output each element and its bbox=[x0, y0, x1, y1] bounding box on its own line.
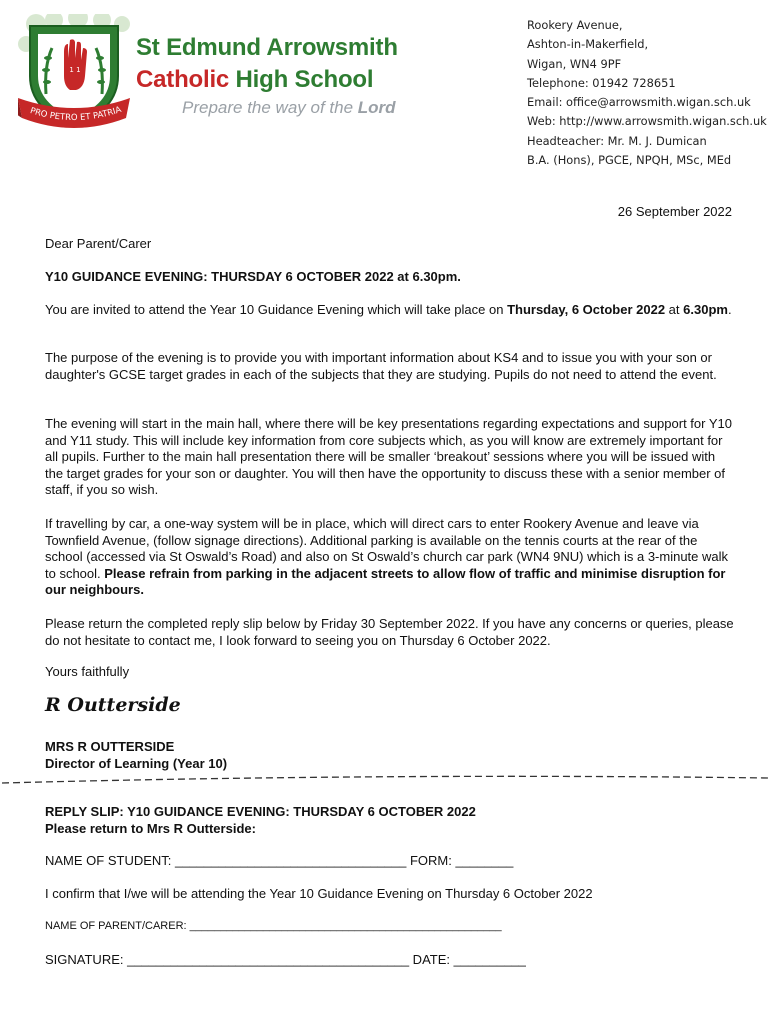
signer-title: Director of Learning (Year 10) bbox=[45, 756, 228, 771]
email-line: Email: office@arrowsmith.wigan.sch.uk bbox=[527, 95, 751, 110]
qualifications-line: B.A. (Hons), PGCE, NPQH, MSc, MEd bbox=[527, 153, 732, 168]
school-name-line2 bbox=[136, 66, 373, 94]
signature-date-field[interactable]: SIGNATURE: _______________________________________ DATE: __________ bbox=[45, 952, 526, 967]
para1-date: Thursday, 6 October 2022 bbox=[507, 302, 666, 317]
para1-end: . bbox=[727, 302, 732, 317]
parking-text: If travelling by car, a one-way system will be in place, which will direct cars to enter Rookery Avenue and leave via Townfield Avenue, (follow signage directions). Additional parking is available on the tennis courts at the rear of the school (accessed via St Oswald’s Road) and also on St Oswald’s church car park (WN4 9NU) which is a 3-minute walk to school. bbox=[45, 516, 729, 581]
letter-date: 26 September 2022 bbox=[617, 204, 732, 219]
reply-slip-title: REPLY SLIP: Y10 GUIDANCE EVENING: THURSDAY 6 OCTOBER 2022 bbox=[45, 804, 476, 819]
letter-heading: Y10 GUIDANCE EVENING: THURSDAY 6 OCTOBER 2022 at 6.30pm. bbox=[45, 269, 461, 284]
paragraph-parking bbox=[45, 516, 735, 599]
para1-time: 6.30pm bbox=[683, 302, 728, 317]
paragraph-purpose: The purpose of the evening is to provide you with important information about KS4 and to issue you with your son or daughter's GCSE target grades in each of the subjects that they are studying. Pupils do not need to attend the event. bbox=[45, 350, 717, 382]
svg-text:1 1: 1 1 bbox=[69, 66, 81, 74]
paragraph-invitation bbox=[45, 302, 735, 319]
paragraph-return: Please return the completed reply slip below by Friday 30 September 2022. If you have any concerns or queries, please do not hesitate to contact me, I look forward to seeing you on Thursday 6 October 2022. bbox=[45, 616, 734, 648]
parking-warning: Please refrain from parking in the adjacent streets to allow flow of traffic and minimise disruption for our neighbours. bbox=[45, 565, 726, 597]
school-name-line1: St Edmund Arrowsmith bbox=[136, 34, 398, 61]
parent-name-field[interactable]: NAME OF PARENT/CARER: ___________________________________________________ bbox=[45, 920, 502, 932]
school-name-catholic: Catholic bbox=[136, 66, 230, 93]
address-line: Ashton-in-Makerfield, bbox=[527, 37, 649, 52]
school-name-high-school: High School bbox=[235, 66, 374, 93]
school-crest-logo bbox=[18, 14, 130, 146]
para1-at: at bbox=[665, 302, 684, 317]
crest-motto: PRO PETRO ET PATRIA bbox=[28, 104, 123, 124]
paragraph-evening-details: The evening will start in the main hall, where there will be key presentations regarding expectations and support for Y10 and Y11 study. This will include key information from core subjects which, as you will know are extremely important for all pupils. Further to the main hall presentation there will be smaller ‘breakout’ sessions where you will be issued with the target grades for your son or daughter. You will then have the opportunity to discuss these with a senior member of staff, if you so wish. bbox=[45, 416, 732, 497]
tagline-emphasis: Lord bbox=[357, 98, 396, 117]
signature: R Outterside bbox=[45, 694, 181, 716]
signer-name: MRS R OUTTERSIDE bbox=[45, 739, 175, 754]
salutation: Dear Parent/Carer bbox=[45, 236, 152, 251]
reply-slip-subtitle: Please return to Mrs R Outterside: bbox=[45, 821, 256, 836]
closing: Yours faithfully bbox=[45, 664, 130, 679]
school-address-block bbox=[527, 16, 767, 170]
headteacher-line: Headteacher: Mr. M. J. Dumican bbox=[527, 133, 707, 148]
address-line: Wigan, WN4 9PF bbox=[527, 56, 622, 71]
tagline-prefix: Prepare the way of the bbox=[182, 98, 358, 117]
cut-line-divider bbox=[0, 775, 770, 785]
address-line: Rookery Avenue, bbox=[527, 18, 623, 32]
attendance-confirmation: I confirm that I/we will be attending the Year 10 Guidance Evening on Thursday 6 October 2022 bbox=[45, 886, 593, 901]
student-name-form-field[interactable]: NAME OF STUDENT: ________________________________ FORM: ________ bbox=[45, 853, 514, 868]
para1-text: You are invited to attend the Year 10 Guidance Evening which will take place on bbox=[45, 302, 508, 317]
web-line: Web: http://www.arrowsmith.wigan.sch.uk bbox=[527, 114, 767, 129]
telephone-line: Telephone: 01942 728651 bbox=[527, 75, 676, 90]
school-tagline bbox=[182, 98, 396, 118]
